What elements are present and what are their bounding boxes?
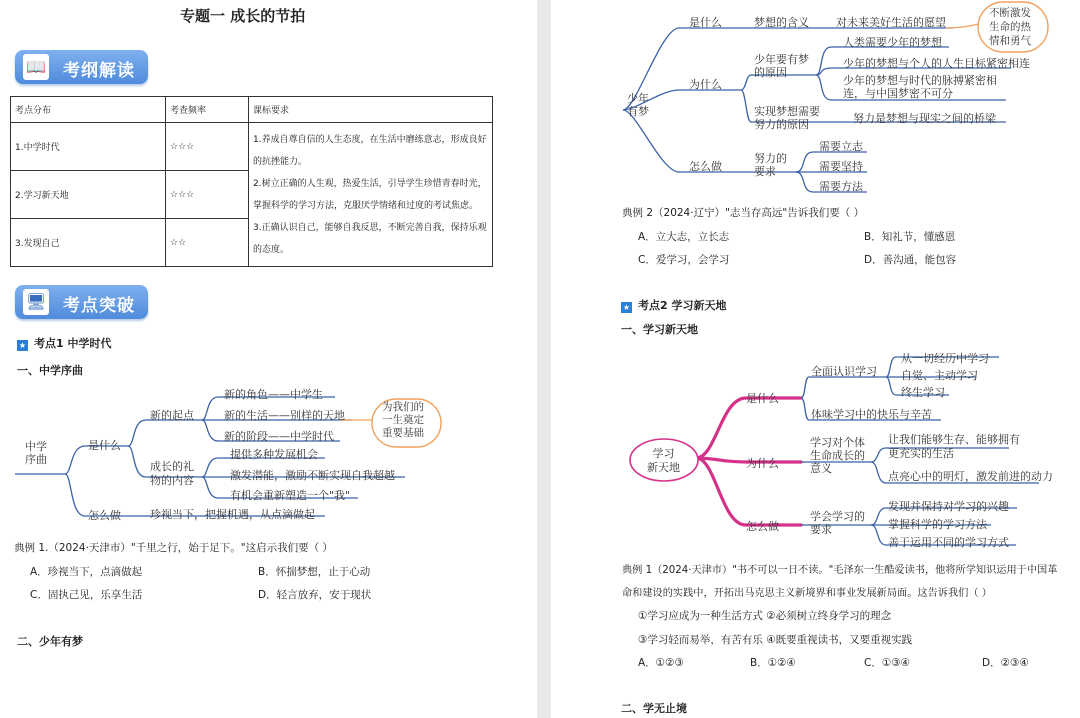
question-1-stem: 典例 1.（2024·天津市）"千里之行，始于足下。"这启示我们要（ ） (14, 542, 333, 554)
mm2-leaf: 少年的梦想与个人的人生目标紧密相连 (843, 57, 1030, 70)
mm1-leaf: 珍视当下，把握机遇，从点滴做起 (150, 508, 315, 521)
mm1-note: 为我们的 一生奠定 重要基础 (382, 401, 424, 439)
banner-kaogang (15, 50, 148, 84)
req-1: 1.养成自尊自信的人生态度，在生活中磨练意志，形成良好的抗挫能力。 (253, 134, 487, 167)
question-3-stem-line1: 典例 1（2024·天津市）"书不可以一日不读。"毛泽东一生酷爱读书，他将所学知识运用于中国革 (622, 565, 1058, 576)
table-row-topic: 3.发现自己 (11, 219, 166, 267)
mm2-root: 少年 有梦 (627, 92, 649, 118)
mm3-leaf: 发现并保持对学习的兴趣 (888, 500, 1009, 513)
page-title: 专题一 成长的节拍 (180, 7, 306, 25)
subheading-3: 一、学习新天地 (621, 323, 698, 336)
q3-statement-34: ③学习轻而易举，有苦有乐 ④既要重视读书，又要重视实践 (638, 634, 913, 646)
q3-option-a: A．①②③ (638, 657, 684, 669)
table-row-freq: ☆☆☆ (166, 123, 249, 171)
req-3: 3.正确认识自己，能够自我反思，不断完善自我，保持乐观的态度。 (253, 222, 487, 255)
mm3-leaf: 体味学习中的快乐与辛苦 (811, 408, 932, 421)
table-row-topic: 2.学习新天地 (11, 171, 166, 219)
mm1-leaf: 有机会重新塑造一个"我" (230, 489, 351, 502)
table-row-topic: 1.中学时代 (11, 123, 166, 171)
mm3-node: 全面认识学习 (811, 365, 877, 378)
star-icon: ★ (622, 303, 631, 312)
q1-option-d: D．轻言放弃，安于现状 (258, 589, 372, 601)
mm1-leaf: 新的角色——中学生 (224, 388, 323, 401)
syllabus-table (10, 96, 493, 267)
q1-option-b: B．怀揣梦想，止于心动 (258, 566, 371, 578)
computer-icon: 🖥 (23, 289, 49, 315)
mm2-branch-why: 为什么 (689, 78, 722, 91)
section-heading-1 (17, 335, 111, 351)
table-row-freq: ☆☆☆ (166, 171, 249, 219)
mm2-leaf: 努力是梦想与现实之间的桥梁 (853, 112, 996, 125)
section-heading-2-label: 考点2 学习新天地 (638, 299, 727, 312)
section-heading-2 (621, 297, 726, 313)
mm2-node: 努力的 要求 (754, 152, 787, 178)
banner-tupo (15, 285, 148, 319)
mm3-node: 学习对个体 生命成长的 意义 (810, 436, 865, 475)
mm1-node-start: 新的起点 (150, 409, 194, 422)
mm2-node: 少年要有梦 的原因 (754, 53, 809, 79)
q2-option-b: B．知礼节，懂感恩 (864, 231, 956, 243)
mm2-node: 梦想的含义 (754, 16, 809, 29)
requirements-cell (249, 123, 493, 267)
star-icon: ★ (18, 341, 27, 350)
right-page (551, 0, 1080, 718)
banner-kaogang-label: 考纲解读 (63, 61, 135, 81)
left-page (0, 0, 537, 718)
q3-option-c: C．①③④ (864, 657, 911, 669)
question-3-stem-line2: 命和建设的实践中，开拓出马克思主义新境界和事业发展新局面。这告诉我们（ ） (622, 588, 992, 599)
mm3-leaf: 终生学习 (901, 386, 945, 399)
mm2-branch-what: 是什么 (689, 16, 722, 29)
mm2-leaf: 需要坚持 (819, 160, 863, 173)
req-2: 2.树立正确的人生观，热爱生活，引导学生珍惜青春时光，掌握科学的学习方法，克服厌学情绪和过度的考试焦虑。 (253, 178, 487, 211)
mm1-branch-how: 怎么做 (88, 509, 121, 522)
mm1-leaf: 新的阶段——中学时代 (224, 430, 334, 443)
mm1-root: 中学 序曲 (25, 440, 47, 466)
mm3-branch-how: 怎么做 (746, 520, 779, 533)
q2-option-d: D．善沟通，能包容 (864, 254, 957, 266)
mm2-node: 实现梦想需要 努力的原因 (754, 105, 820, 131)
mm3-root: 学习 新天地 (647, 447, 680, 474)
mm1-leaf: 新的生活——别样的天地 (224, 409, 345, 422)
mm3-branch-why: 为什么 (746, 457, 779, 470)
banner-tupo-label: 考点突破 (63, 296, 135, 316)
subheading-1: 一、中学序曲 (17, 364, 83, 377)
th-req: 课标要求 (249, 97, 493, 123)
mm2-leaf: 少年的梦想与时代的脉搏紧密相 连，与中国梦密不可分 (843, 74, 997, 100)
q3-statement-12: ①学习应成为一种生活方式 ②必须树立终身学习的理念 (638, 610, 892, 622)
mm3-leaf: 掌握科学的学习方法 (888, 518, 987, 531)
q3-option-b: B．①②④ (750, 657, 796, 669)
mm3-leaf: 点亮心中的明灯，激发前进的动力 (888, 470, 1053, 483)
th-freq: 考查频率 (166, 97, 249, 123)
subheading-2: 二、少年有梦 (17, 635, 83, 648)
question-2-stem: 典例 2（2024·辽宁）"志当存高远"告诉我们要（ ） (622, 207, 865, 219)
mm3-leaf: 让我们能够生存、能够拥有 更充实的生活 (888, 433, 1020, 460)
mm1-leaf: 激发潜能，激励不断实现自我超越 (230, 469, 395, 482)
mm1-node-gift: 成长的礼 物的内容 (150, 460, 194, 487)
subheading-4: 二、学无止境 (621, 702, 687, 715)
mm1-branch-what: 是什么 (88, 439, 121, 452)
mm2-branch-how: 怎么做 (689, 160, 722, 173)
mm2-leaf: 人类需要少年的梦想 (843, 36, 942, 49)
mm3-leaf: 从一切经历中学习 (901, 352, 989, 365)
mm3-branch-what: 是什么 (746, 392, 779, 405)
mm1-leaf: 提供多种发展机会 (230, 448, 318, 461)
q1-option-a: A．珍视当下，点滴做起 (30, 566, 143, 578)
table-row-freq: ☆☆ (166, 219, 249, 267)
mm3-leaf: 善于运用不同的学习方式 (888, 536, 1009, 549)
mm2-leaf: 需要立志 (819, 140, 863, 153)
th-topic: 考点分布 (11, 97, 166, 123)
q3-option-d: D．②③④ (982, 657, 1029, 669)
q2-option-c: C．爱学习，会学习 (638, 254, 730, 266)
mm2-leaf: 需要方法 (819, 180, 863, 193)
mm2-leaf: 对未来美好生活的愿望 (836, 16, 946, 29)
mm3-node: 学会学习的 要求 (810, 510, 865, 536)
q2-option-a: A．立大志，立长志 (638, 231, 730, 243)
section-heading-1-label: 考点1 中学时代 (34, 337, 112, 350)
book-icon: 📖 (23, 54, 49, 80)
q1-option-c: C．固执己见，乐享生活 (30, 589, 143, 601)
mm3-leaf: 自觉、主动学习 (901, 369, 978, 382)
mm2-note: 不断激发 生命的热 情和勇气 (989, 7, 1031, 47)
